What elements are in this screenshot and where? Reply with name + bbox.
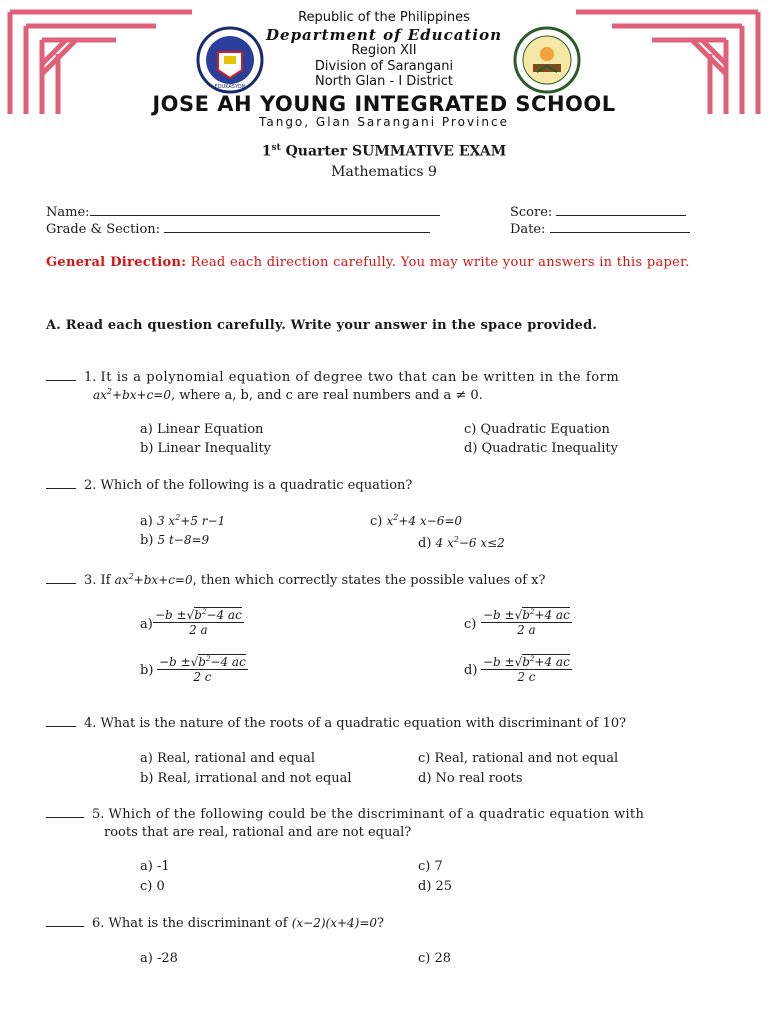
svg-text:EDUKASYON: EDUKASYON (214, 84, 246, 90)
question-5: 5. Which of the following could be the discriminant of a quadratic equation with (46, 807, 644, 822)
school-address: Tango, Glan Sarangani Province (259, 115, 509, 129)
header-division: Division of Sarangani (314, 59, 454, 74)
question-3: 3. If $ax^2+bx+c=0$, then which correctly states the possible values of x? (46, 572, 545, 588)
q1-option-d[interactable]: d) Quadratic Inequality (464, 441, 618, 456)
question-1: 1. It is a polynomial equation of degree two that can be written in the form (46, 370, 619, 385)
header-department: Department of Education (266, 26, 502, 44)
q2-option-b[interactable]: b) 5 t−8=9 (140, 533, 210, 548)
name-field[interactable]: Name: (46, 203, 440, 220)
q3-option-d-label[interactable]: d) (464, 663, 478, 678)
answer-blank-3[interactable] (46, 583, 76, 584)
q4-option-c[interactable]: c) Real, rational and not equal (418, 751, 619, 766)
exam-subject: Mathematics 9 (331, 164, 437, 180)
q3-option-a-label[interactable]: a) (140, 617, 153, 632)
q6-option-a[interactable]: a) -28 (140, 951, 178, 966)
answer-blank-4[interactable] (46, 726, 76, 727)
answer-blank-6[interactable] (46, 926, 84, 927)
q4-option-b[interactable]: b) Real, irrational and not equal (140, 771, 352, 786)
answer-blank-2[interactable] (46, 488, 76, 489)
score-field[interactable]: Score: (510, 203, 686, 220)
q3-option-b-label[interactable]: b) (140, 663, 154, 678)
school-name: JOSE AH YOUNG INTEGRATED SCHOOL (152, 92, 616, 116)
q5-option-c[interactable]: c) 7 (418, 859, 443, 874)
header-district: North Glan - I District (315, 74, 453, 89)
q1-option-b[interactable]: b) Linear Inequality (140, 441, 272, 456)
grade-section-field[interactable]: Grade & Section: (46, 220, 430, 237)
q3-option-c-label[interactable]: c) (464, 617, 477, 632)
answer-blank-1[interactable] (46, 380, 76, 381)
question-1-cont: $ax^2+bx+c=0$, where a, b, and c are real numbers and a ≠ 0. (93, 387, 483, 403)
general-direction: General Direction: Read each direction carefully. You may write your answers in this paper. (46, 255, 690, 270)
part-a-instruction: A. Read each question carefully. Write your answer in the space provided. (46, 318, 598, 333)
q2-option-a[interactable]: a) 3 $x^2+5$ r−1 (140, 513, 226, 529)
q5-option-a[interactable]: a) -1 (140, 859, 170, 874)
q3-option-a-formula[interactable]: $\frac{-b \pm√b^2-4 ac}{2 a}$ (155, 608, 242, 637)
question-6: 6. What is the discriminant of (x−2)(x+4)=0? (46, 916, 384, 931)
q4-option-a[interactable]: a) Real, rational and equal (140, 751, 316, 766)
q6-option-c[interactable]: c) 28 (418, 951, 452, 966)
q1-option-a[interactable]: a) Linear Equation (140, 422, 264, 437)
answer-blank-5[interactable] (46, 817, 84, 818)
q3-option-d-formula[interactable]: $\frac{-b \pm√b^2+4 ac}{2 c}$ (483, 655, 570, 684)
q5-option-b[interactable]: c) 0 (140, 879, 165, 894)
question-4: 4. What is the nature of the roots of a quadratic equation with discriminant of 10? (46, 716, 626, 731)
question-5-cont: roots that are real, rational and are not equal? (104, 825, 412, 840)
q2-option-c[interactable]: c) $x^2+4$ x−6=0 (370, 513, 463, 529)
exam-title: 1st Quarter SUMMATIVE EXAM (261, 143, 507, 160)
question-2: 2. Which of the following is a quadratic equation? (46, 478, 412, 493)
q2-option-d[interactable]: d) 4 $x^2-6$ x≤2 (418, 535, 505, 551)
q3-option-b-formula[interactable]: $\frac{-b \pm√b^2-4 ac}{2 c}$ (159, 655, 246, 684)
q1-option-c[interactable]: c) Quadratic Equation (464, 422, 610, 437)
q5-option-d[interactable]: d) 25 (418, 879, 453, 894)
header-region: Region XII (351, 43, 417, 58)
date-field[interactable]: Date: (510, 220, 690, 237)
header-republic: Republic of the Philippines (298, 10, 470, 25)
q3-option-c-formula[interactable]: $\frac{-b \pm√b^2+4 ac}{2 a}$ (483, 608, 570, 637)
q4-option-d[interactable]: d) No real roots (418, 771, 523, 786)
